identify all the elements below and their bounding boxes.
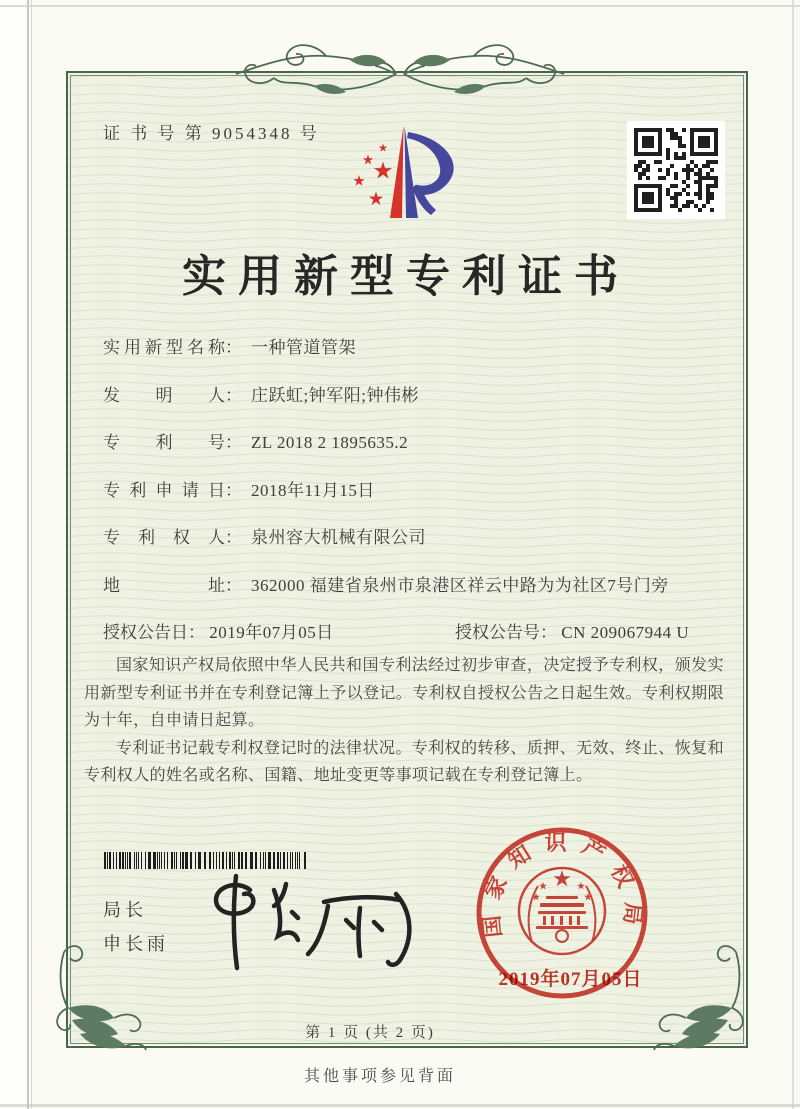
logo-monogram: [390, 126, 454, 218]
field-label: 实用新型名称: [103, 338, 225, 357]
grant-no-label: 授权公告号: [455, 623, 540, 642]
seal-national-emblem: [519, 868, 605, 954]
scan-edge-top: [0, 5, 800, 7]
scan-edge-right: [792, 0, 794, 1109]
field-value: ZL 2018 2 1895635.2: [251, 433, 409, 452]
field-row: [103, 333, 356, 358]
issuer-name: 申长雨: [103, 934, 169, 954]
field-value: 一种管道管架: [251, 338, 356, 357]
field-label: 专利号: [103, 433, 225, 452]
field-colon: ：: [225, 386, 242, 405]
certificate-number: 证 书 号 第 9054348 号: [103, 124, 320, 143]
issuer-title: 局长: [103, 900, 147, 920]
cnipa-logo-icon: [332, 118, 482, 230]
field-row: [103, 523, 426, 548]
field-label: 地址: [103, 576, 225, 595]
field-label: 发明人: [103, 386, 225, 405]
field-value: 2018年11月15日: [251, 481, 375, 500]
field-row: [103, 381, 419, 406]
field-row: [103, 428, 408, 453]
page-number: 第 1 页 (共 2 页): [305, 1025, 435, 1041]
field-label: 专利申请日: [103, 481, 225, 500]
grant-no-value: CN 209067944 U: [561, 623, 690, 642]
field-colon: ：: [188, 623, 205, 642]
field-row: [103, 571, 669, 596]
scan-margin: [0, 0, 27, 1109]
barcode: [104, 852, 310, 869]
scan-edge-bottom: [0, 1104, 800, 1107]
logo-stars: [353, 144, 392, 206]
handwritten-signature-icon: [200, 872, 430, 972]
legal-paragraph-2: 专利证书记载专利权登记时的法律状况。专利权的转移、质押、无效、终止、恢复和专利权人的姓名或名称、国籍、地址变更等事项记载在专利登记簿上。: [84, 739, 724, 784]
top-scroll-ornament: [230, 36, 570, 110]
scan-edge-left: [27, 0, 29, 1109]
field-colon: ：: [225, 481, 242, 500]
field-colon: ：: [225, 433, 242, 452]
field-value: 泉州容大机械有限公司: [251, 528, 426, 547]
field-label: 专利权人: [103, 528, 225, 547]
field-value: 362000 福建省泉州市泉港区祥云中路为为社区7号门旁: [251, 576, 669, 595]
field-colon: ：: [225, 338, 242, 357]
scan-edge-left-light: [31, 0, 32, 1109]
grant-date-value: 2019年07月05日: [209, 623, 334, 642]
legal-paragraph-1: 国家知识产权局依照中华人民共和国专利法经过初步审查，决定授予专利权，颁发实用新型专利证书并在专利登记簿上予以登记。专利权自授权公告之日起生效。专利权期限为十年，自申请日起算。: [84, 657, 724, 729]
field-value: 庄跃虹;钟军阳;钟伟彬: [251, 386, 419, 405]
qr-code: [627, 121, 725, 219]
seal-date: 2019年07月05日: [498, 969, 643, 990]
field-row: [103, 476, 375, 501]
back-side-note: 其他事项参见背面: [303, 1068, 456, 1085]
page-title: 实用新型专利证书: [182, 252, 630, 301]
legal-text: [84, 652, 724, 790]
field-colon: ：: [225, 528, 242, 547]
grant-date-label: 授权公告日: [103, 623, 188, 642]
field-colon: ：: [225, 576, 242, 595]
grant-row: [103, 618, 690, 643]
field-colon: ：: [540, 623, 557, 642]
seal-text: 国家知识产权局: [477, 830, 647, 939]
